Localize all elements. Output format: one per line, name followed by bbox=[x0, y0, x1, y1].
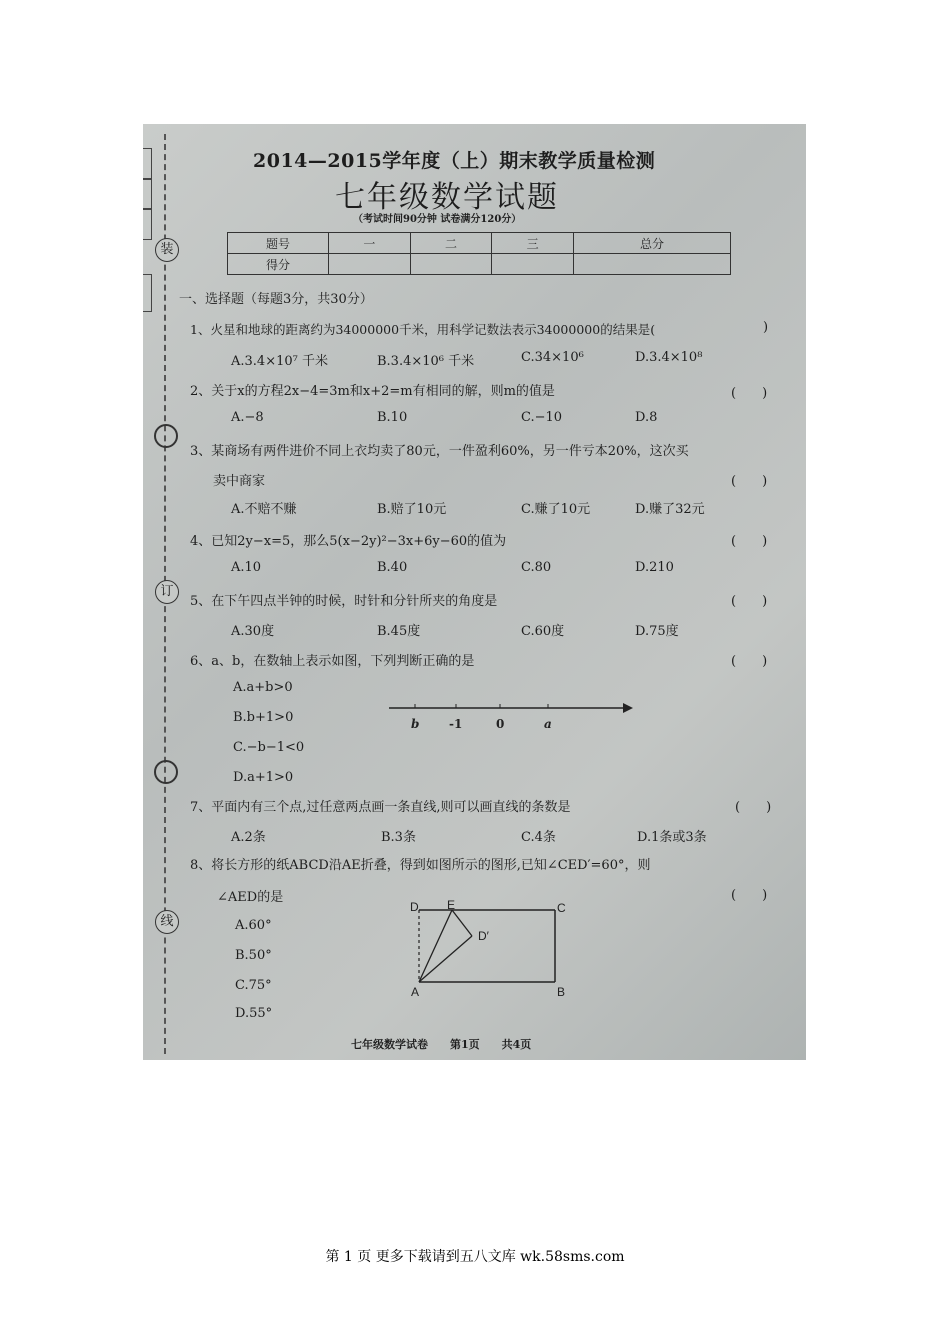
figure-label-b: B bbox=[557, 985, 566, 999]
score-table-cell bbox=[329, 254, 411, 275]
question-4-option-c: C.80 bbox=[521, 560, 552, 575]
question-5-option-a: A.30度 bbox=[231, 624, 275, 639]
number-line-label-b: b bbox=[411, 717, 420, 731]
exam-title-line1: 2014—2015学年度（上）期末教学质量检测 bbox=[253, 150, 656, 172]
score-table-header-row bbox=[228, 233, 731, 254]
score-table-cell: 三 bbox=[492, 233, 574, 254]
figure-label-d-prime: D′ bbox=[478, 929, 489, 943]
question-2-option-b: B.10 bbox=[377, 410, 408, 425]
score-table-cell bbox=[410, 254, 492, 275]
question-8-paren: ( ) bbox=[731, 888, 768, 903]
figure-label-d: D bbox=[410, 900, 419, 914]
question-1-option-a: A.3.4×10⁷ 千米 bbox=[231, 354, 328, 369]
question-1-stem: 1、火星和地球的距离约为34000000千米，用科学记数法表示34000000的结果是( bbox=[190, 322, 656, 337]
exam-subtitle: （考试时间90分钟 试卷满分120分） bbox=[353, 214, 522, 225]
figure-line-ed-prime bbox=[452, 910, 472, 936]
number-line-label-a: a bbox=[544, 717, 552, 731]
question-4-option-b: B.40 bbox=[377, 560, 408, 575]
question-7-option-c: C.4条 bbox=[521, 830, 556, 845]
edge-box bbox=[143, 148, 152, 180]
question-3-stem: 3、某商场有两件进价不同上衣均卖了80元，一件盈利60%，另一件亏本20%，这次买 bbox=[190, 444, 689, 459]
question-7-paren: ( ) bbox=[735, 800, 772, 815]
question-7-option-b: B.3条 bbox=[381, 830, 416, 845]
question-6-option-c: C.−b−1<0 bbox=[233, 740, 305, 755]
question-1-option-c: C.34×10⁶ bbox=[521, 350, 584, 365]
question-4-option-a: A.10 bbox=[231, 560, 262, 575]
question-1-paren: ) bbox=[763, 320, 769, 335]
question-3-paren: ( ) bbox=[731, 474, 768, 489]
document-page-footer: 第 1 页 更多下载请到五八文库 wk.58sms.com bbox=[325, 1249, 625, 1265]
score-table-score-row bbox=[228, 254, 731, 275]
figure-line-ad-prime bbox=[419, 936, 472, 982]
question-3-option-c: C.赚了10元 bbox=[521, 502, 591, 517]
question-3-stem-continued: 卖中商家 bbox=[213, 474, 266, 489]
question-4-stem: 4、已知2y−x=5，那么5(x−2y)²−3x+6y−60的值为 bbox=[190, 534, 507, 549]
exam-title-line2: 七年级数学试题 bbox=[335, 180, 559, 215]
exam-page-footer: 七年级数学试卷 第1页 共4页 bbox=[351, 1038, 532, 1051]
figure-label-e: E bbox=[447, 898, 456, 912]
figure-label-a: A bbox=[411, 985, 420, 999]
edge-box bbox=[143, 178, 152, 210]
score-table-cell bbox=[492, 254, 574, 275]
binding-char-xian: 线 bbox=[155, 910, 179, 934]
question-5-option-b: B.45度 bbox=[377, 624, 421, 639]
question-2-option-c: C.−10 bbox=[521, 410, 563, 425]
question-8-option-c: C.75° bbox=[235, 978, 272, 993]
question-1-option-b: B.3.4×10⁶ 千米 bbox=[377, 354, 475, 369]
number-line-label-minus-one: -1 bbox=[449, 717, 463, 731]
question-2-option-a: A.−8 bbox=[231, 410, 264, 425]
score-table-cell: 一 bbox=[329, 233, 411, 254]
question-6-stem: 6、a、b，在数轴上表示如图，下列判断正确的是 bbox=[190, 654, 475, 669]
edge-box bbox=[143, 274, 152, 312]
score-table-cell: 得分 bbox=[228, 254, 329, 275]
question-3-option-d: D.赚了32元 bbox=[635, 502, 705, 517]
score-table bbox=[227, 232, 731, 275]
binding-char-zhuang: 装 bbox=[155, 238, 179, 262]
number-line-arrow bbox=[623, 703, 633, 713]
question-6-option-a: A.a+b>0 bbox=[233, 680, 293, 695]
question-8-stem: 8、将长方形的纸ABCD沿AE折叠，得到如图所示的图形,已知∠CED′=60°，则 bbox=[190, 858, 651, 873]
folded-rectangle-figure bbox=[405, 896, 575, 1004]
score-table-cell bbox=[574, 254, 731, 275]
question-3-option-b: B.赔了10元 bbox=[377, 502, 447, 517]
question-5-option-c: C.60度 bbox=[521, 624, 565, 639]
question-8-stem-continued: ∠AED的是 bbox=[217, 890, 284, 905]
question-5-option-d: D.75度 bbox=[635, 624, 679, 639]
question-6-option-b: B.b+1>0 bbox=[233, 710, 294, 725]
question-5-paren: ( ) bbox=[731, 594, 768, 609]
binding-hole bbox=[154, 424, 178, 448]
binding-char-ding: 订 bbox=[155, 580, 179, 604]
question-2-paren: ( ) bbox=[731, 386, 768, 401]
exam-paper-photo bbox=[143, 124, 806, 1060]
question-8-option-b: B.50° bbox=[235, 948, 272, 963]
section1-heading: 一、选择题（每题3分，共30分） bbox=[179, 292, 373, 307]
question-6-paren: ( ) bbox=[731, 654, 768, 669]
question-7-option-a: A.2条 bbox=[231, 830, 266, 845]
question-6-option-d: D.a+1>0 bbox=[233, 770, 294, 785]
question-2-option-d: D.8 bbox=[635, 410, 658, 425]
question-1-option-d: D.3.4×10⁸ bbox=[635, 350, 703, 365]
number-line-label-zero: 0 bbox=[496, 717, 505, 731]
score-table-cell: 二 bbox=[410, 233, 492, 254]
number-line-figure bbox=[383, 698, 635, 734]
figure-label-c: C bbox=[557, 901, 566, 915]
question-5-stem: 5、在下午四点半钟的时候，时针和分针所夹的角度是 bbox=[190, 594, 498, 609]
question-8-option-d: D.55° bbox=[235, 1006, 273, 1021]
question-3-option-a: A.不赔不赚 bbox=[231, 502, 297, 517]
binding-hole bbox=[154, 760, 178, 784]
score-table-cell: 题号 bbox=[228, 233, 329, 254]
question-2-stem: 2、关于x的方程2x−4=3m和x+2=m有相同的解，则m的值是 bbox=[190, 384, 555, 399]
question-7-option-d: D.1条或3条 bbox=[637, 830, 707, 845]
score-table-cell: 总分 bbox=[574, 233, 731, 254]
question-4-paren: ( ) bbox=[731, 534, 768, 549]
question-8-option-a: A.60° bbox=[235, 918, 272, 933]
figure-fold-line-ae bbox=[419, 910, 452, 982]
question-7-stem: 7、平面内有三个点,过任意两点画一条直线,则可以画直线的条数是 bbox=[190, 800, 571, 815]
question-4-option-d: D.210 bbox=[635, 560, 674, 575]
edge-box bbox=[143, 208, 152, 240]
